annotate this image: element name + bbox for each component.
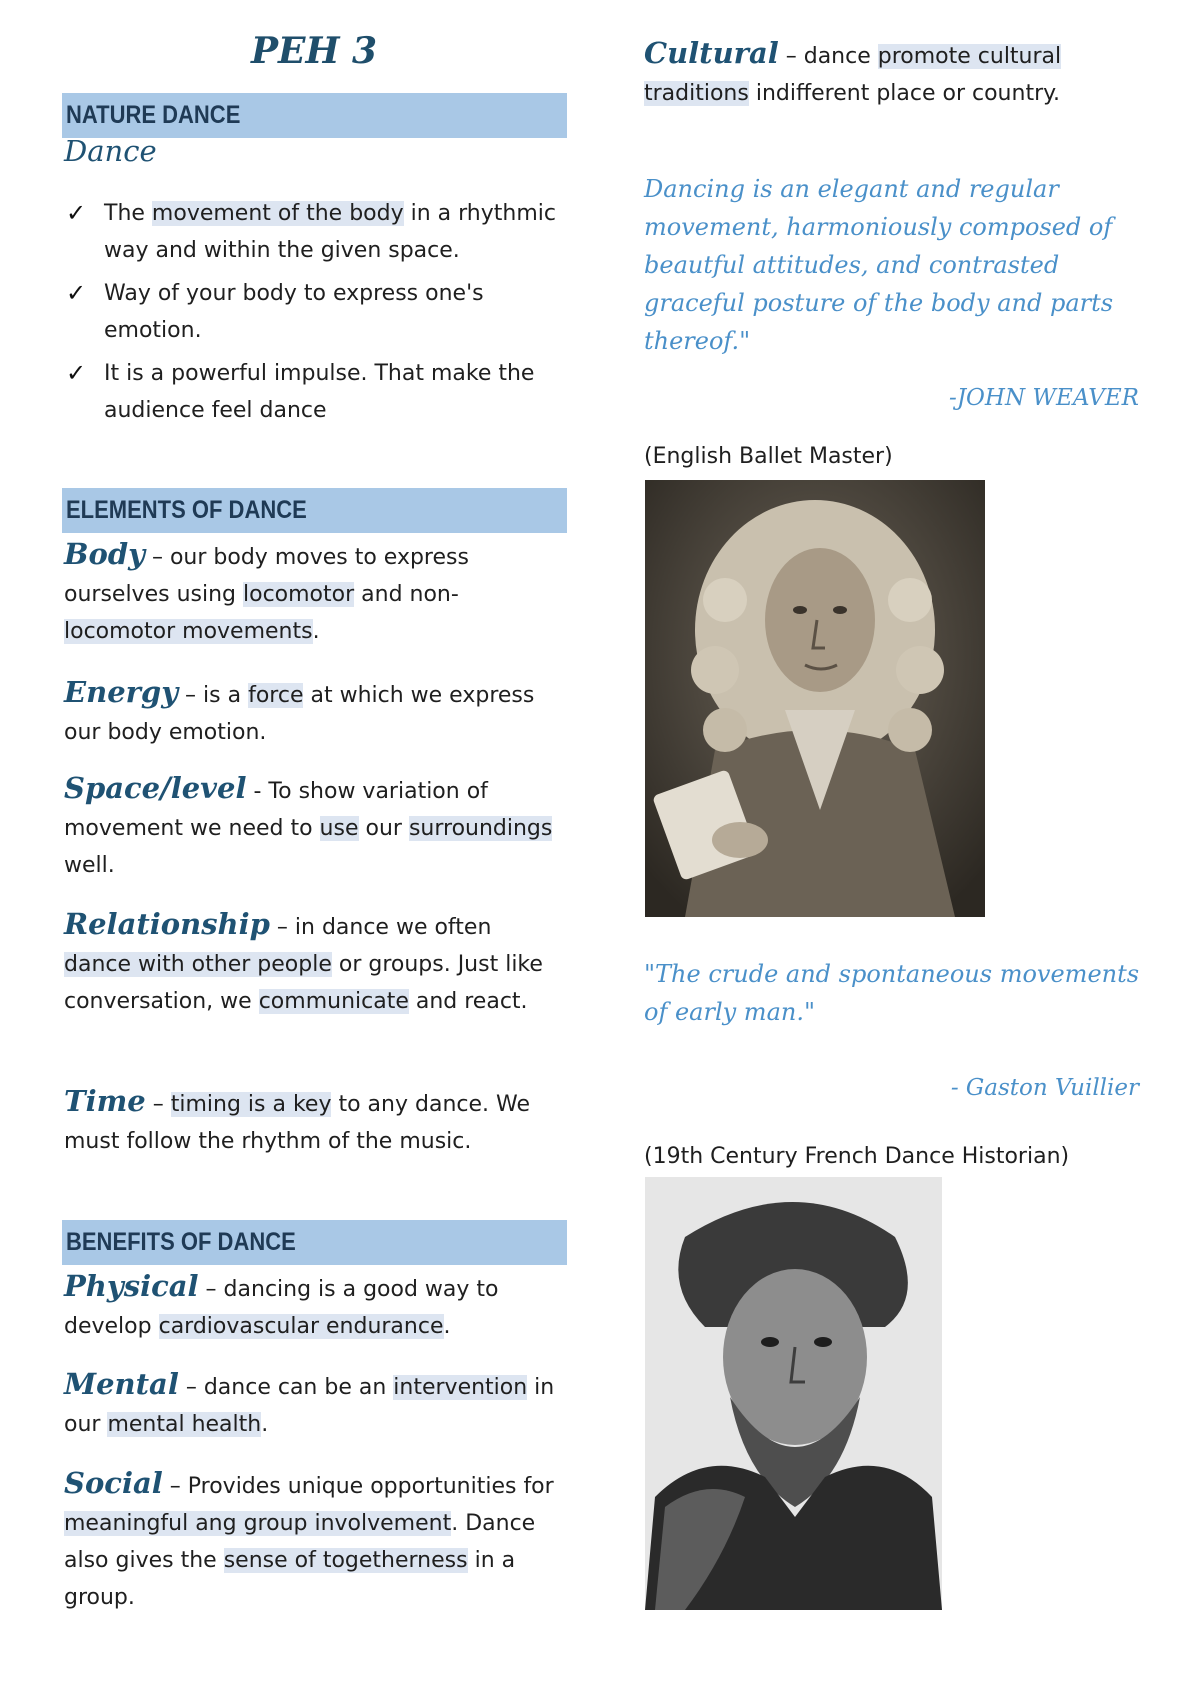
caption-weaver: (English Ballet Master) [644, 444, 893, 469]
section-header-nature-dance: NATURE DANCE [62, 93, 567, 138]
quote-weaver: Dancing is an elegant and regular movement, harmoniously composed of beautful attitudes, and contrasted graceful posture of the body and parts thereof." [644, 175, 1114, 355]
quote-attribution-vuillier: - Gaston Vuillier [950, 1075, 1139, 1101]
term-relationship: Relationship [64, 907, 270, 941]
quote-attribution-weaver: -JOHN WEAVER [949, 385, 1139, 411]
term-space-level: Space/level [64, 771, 247, 805]
term-cultural: Cultural [644, 36, 779, 70]
page-title: PEH 3 [250, 30, 378, 72]
element-time: Time – timing is a key to any dance. We must follow the rhythm of the music. [64, 1084, 530, 1154]
portrait-gaston-vuillier-icon [645, 1177, 942, 1610]
benefit-cultural: Cultural – dance promote cultural traditions indifferent place or country. [644, 36, 1062, 106]
list-item: ✓ It is a powerful impulse. That make the audience feel dance [62, 355, 567, 429]
element-relationship: Relationship – in dance we often dance with other people or groups. Just like conversation, we communicate and react. [64, 907, 543, 1014]
portrait-weaver-image [645, 480, 985, 917]
term-mental: Mental [64, 1367, 179, 1401]
checkmark-icon: ✓ [66, 199, 87, 227]
benefit-mental: Mental – dance can be an intervention in our mental health. [64, 1367, 555, 1437]
element-body: Body – our body moves to express ourselves using locomotor and non-locomotor movements. [64, 537, 469, 644]
caption-vuillier: (19th Century French Dance Historian) [644, 1144, 1070, 1169]
term-physical: Physical [64, 1269, 199, 1303]
term-social: Social [64, 1466, 163, 1500]
quote-vuillier: "The crude and spontaneous movements of early man." [644, 960, 1140, 1026]
section-header-benefits: BENEFITS OF DANCE [62, 1220, 567, 1265]
checkmark-icon: ✓ [66, 279, 87, 307]
nature-list [62, 195, 567, 435]
term-energy: Energy [64, 675, 179, 709]
term-body: Body [64, 537, 145, 571]
element-space: Space/level - To show variation of movement we need to use our surroundings well. [64, 771, 553, 878]
element-energy: Energy – is a force at which we express our body emotion. [64, 675, 535, 745]
portrait-vuillier-image [645, 1177, 942, 1610]
benefit-physical: Physical – dancing is a good way to develop cardiovascular endurance. [64, 1269, 499, 1339]
subhead-dance: Dance [64, 134, 157, 168]
checkmark-icon: ✓ [66, 359, 87, 387]
section-header-elements: ELEMENTS OF DANCE [62, 488, 567, 533]
term-time: Time [64, 1084, 146, 1118]
benefit-social: Social – Provides unique opportunities for meaningful ang group involvement. Dance also gives the sense of togetherness in a group. [64, 1466, 554, 1610]
list-item: ✓ The movement of the body in a rhythmic way and within the given space. [62, 195, 567, 269]
list-item: ✓ Way of your body to express one's emotion. [62, 275, 567, 349]
portrait-john-weaver-icon [645, 480, 985, 917]
